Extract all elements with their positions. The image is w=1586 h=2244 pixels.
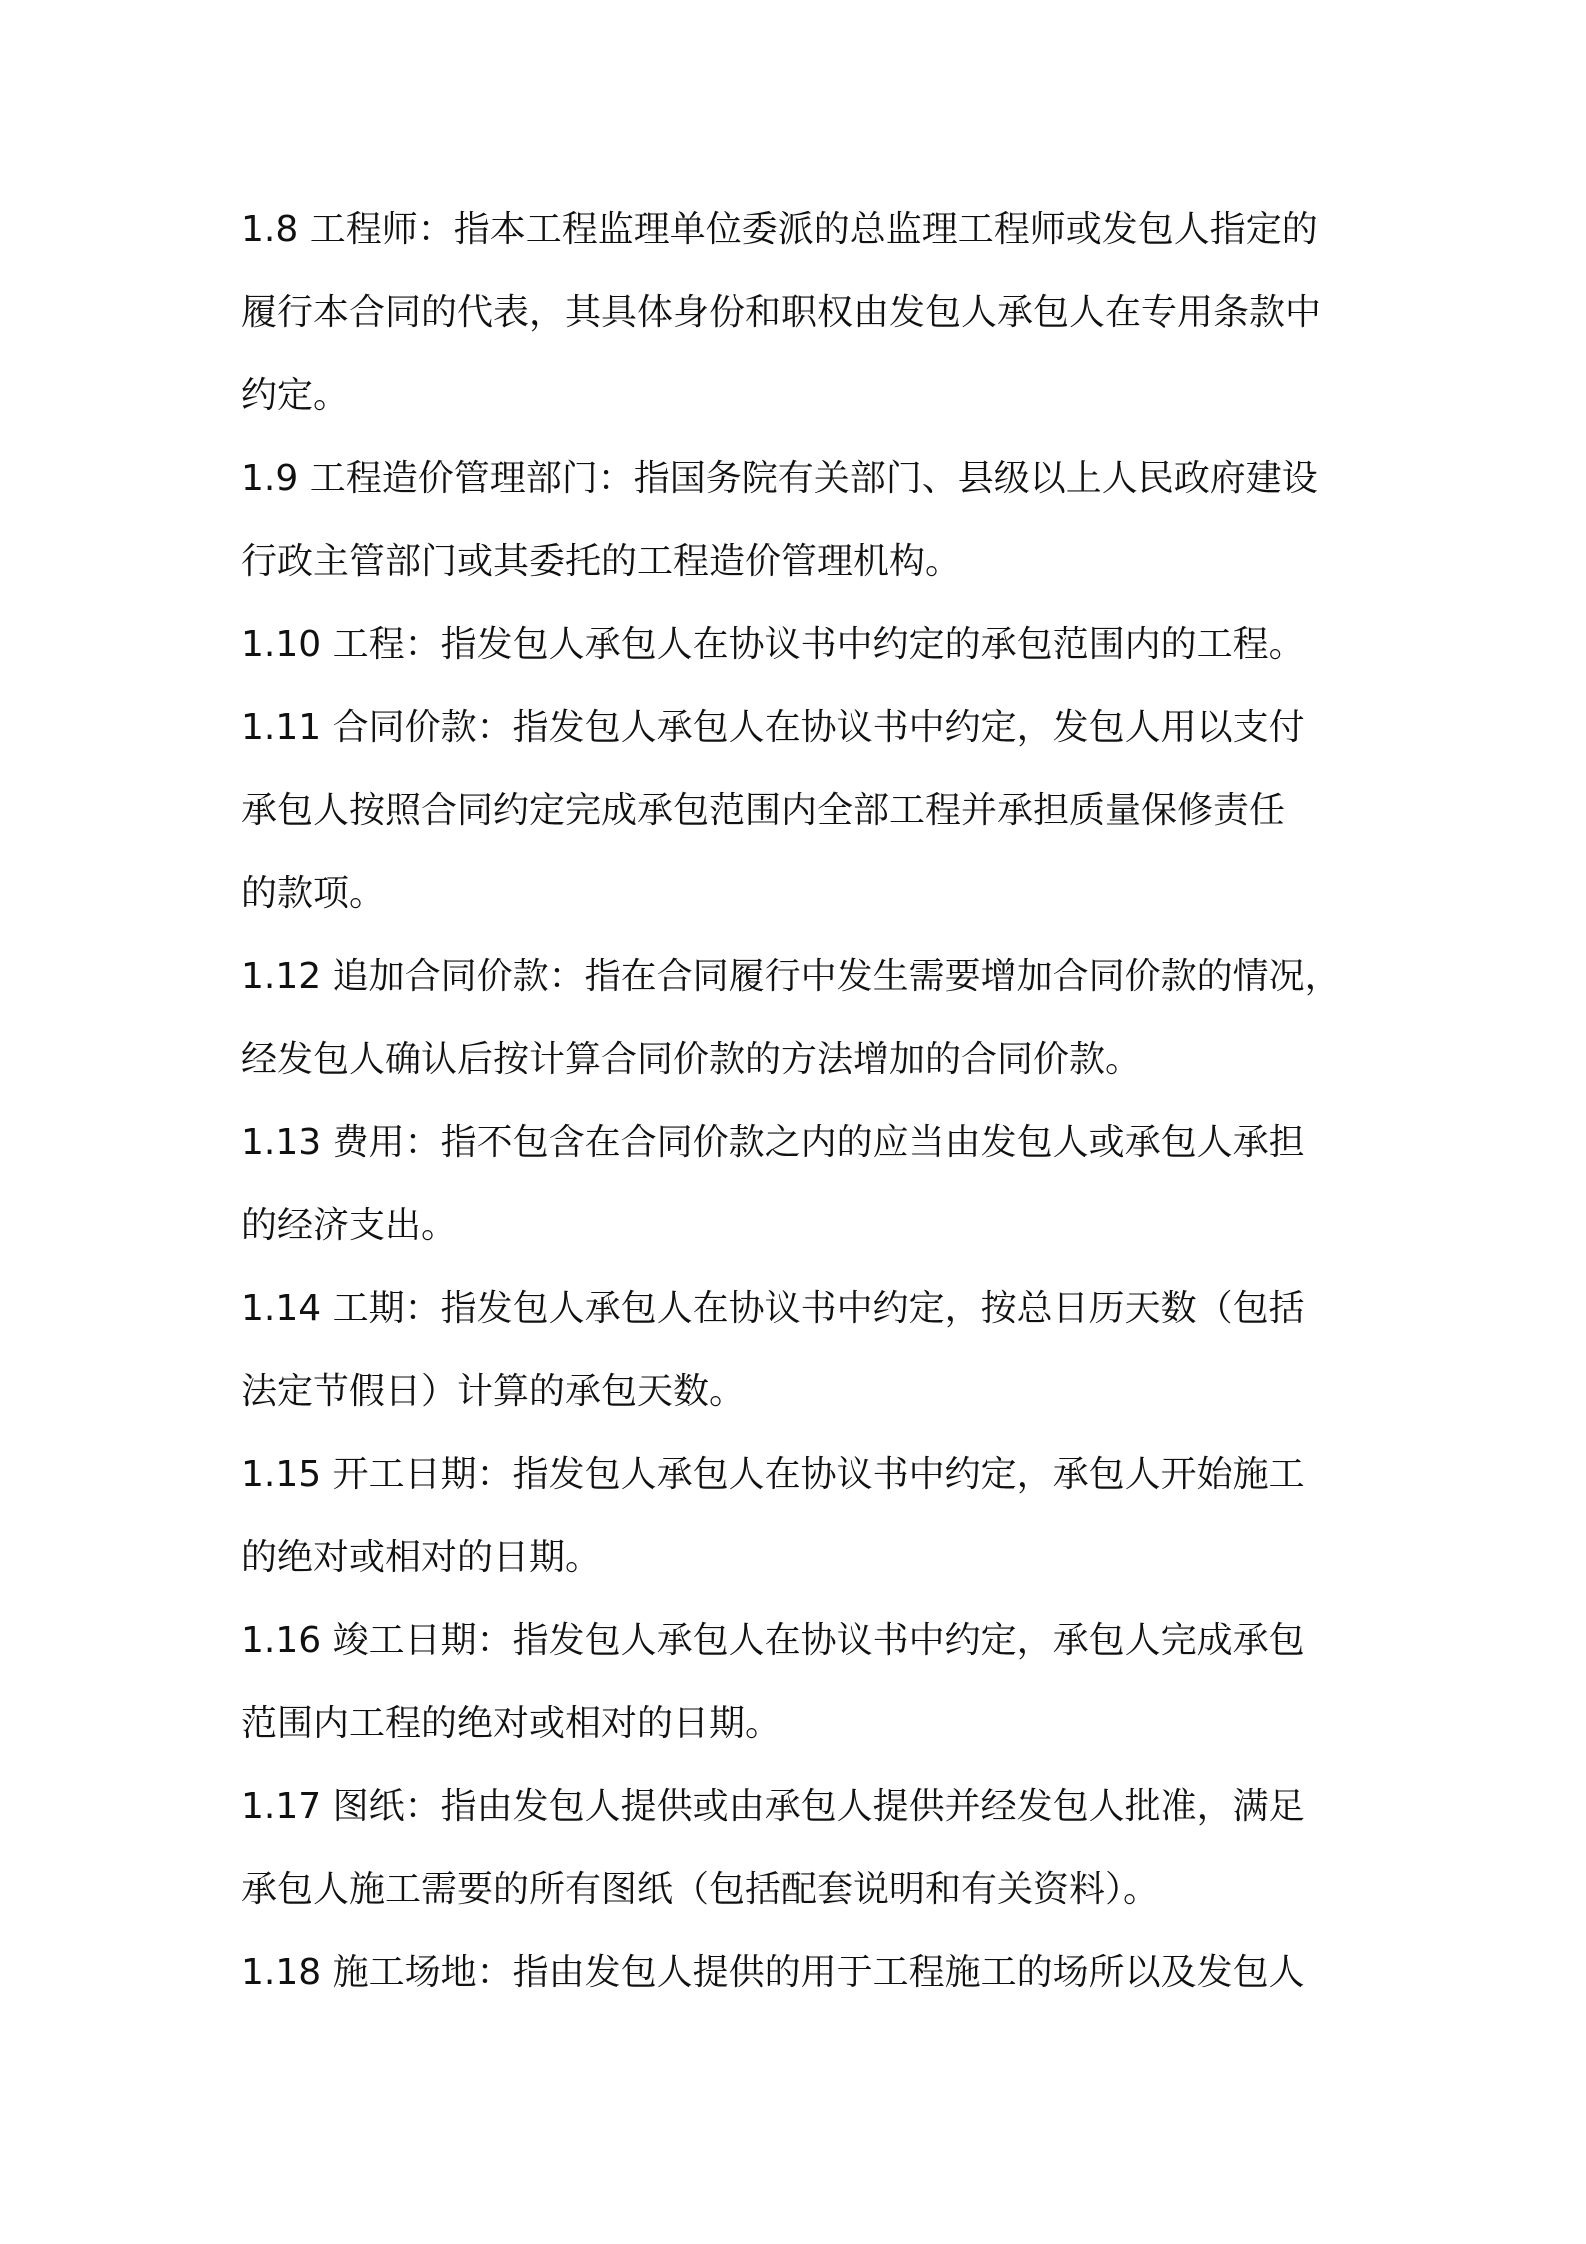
text-line: 1.18 施工场地：指由发包人提供的用于工程施工的场所以及发包人 [241, 1952, 1305, 1993]
text-line: 承包人施工需要的所有图纸（包括配套说明和有关资料）。 [241, 1869, 1160, 1910]
text-line: 1.12 追加合同价款：指在合同履行中发生需要增加合同价款的情况， [241, 956, 1341, 997]
text-line: 的绝对或相对的日期。 [241, 1537, 602, 1578]
text-line: 1.14 工期：指发包人承包人在协议书中约定，按总日历天数（包括 [241, 1288, 1305, 1329]
text-line: 经发包人确认后按计算合同价款的方法增加的合同价款。 [241, 1039, 1142, 1080]
text-line: 履行本合同的代表，其具体身份和职权由发包人承包人在专用条款中 [241, 292, 1322, 333]
text-line: 1.17 图纸：指由发包人提供或由承包人提供并经发包人批准，满足 [241, 1786, 1305, 1827]
text-line: 1.16 竣工日期：指发包人承包人在协议书中约定，承包人完成承包 [241, 1620, 1305, 1661]
text-line: 的款项。 [241, 873, 386, 914]
text-line: 范围内工程的绝对或相对的日期。 [241, 1703, 782, 1744]
text-line: 1.13 费用：指不包含在合同价款之内的应当由发包人或承包人承担 [241, 1122, 1305, 1163]
text-line: 1.10 工程：指发包人承包人在协议书中约定的承包范围内的工程。 [241, 624, 1305, 665]
text-line: 的经济支出。 [241, 1205, 458, 1246]
text-line: 1.15 开工日期：指发包人承包人在协议书中约定，承包人开始施工 [241, 1454, 1305, 1495]
text-line: 行政主管部门或其委托的工程造价管理机构。 [241, 541, 962, 582]
text-line: 法定节假日）计算的承包天数。 [241, 1371, 746, 1412]
text-line: 承包人按照合同约定完成承包范围内全部工程并承担质量保修责任 [241, 790, 1286, 831]
text-line: 约定。 [241, 375, 350, 416]
text-line: 1.9 工程造价管理部门：指国务院有关部门、县级以上人民政府建设 [241, 458, 1318, 499]
text-line: 1.8 工程师：指本工程监理单位委派的总监理工程师或发包人指定的 [241, 209, 1318, 250]
text-line: 1.11 合同价款：指发包人承包人在协议书中约定，发包人用以支付 [241, 707, 1305, 748]
